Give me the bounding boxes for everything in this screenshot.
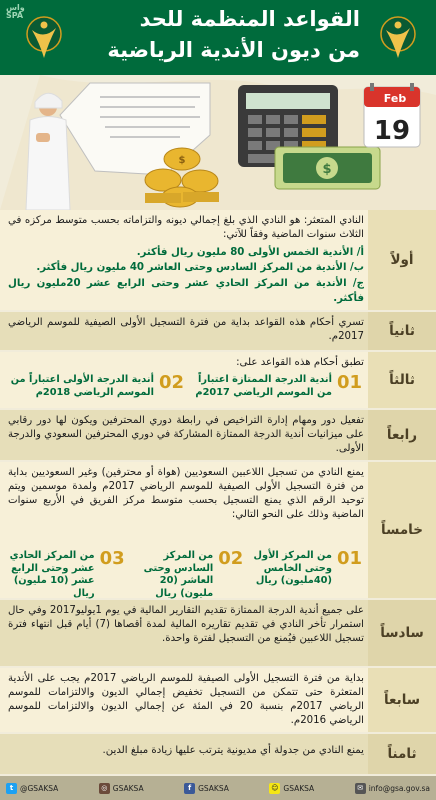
rule-body-7 [8, 672, 364, 728]
rule-row-1 [0, 210, 436, 310]
col-item-3 [6, 550, 125, 601]
rule-text-2: تسري أحكام هذه القواعد بداية من فترة التسجيل الأولى الصيفية للموسم الرياضي 2017م. [8, 317, 364, 342]
rule-body-5 [8, 466, 364, 522]
email-address: info@gsa.gov.sa [368, 783, 430, 793]
rule-label-5: خامساً [368, 462, 436, 598]
rule-label-4: رابعاً [368, 410, 436, 460]
rule-row-7 [0, 668, 436, 732]
rule-intro-3: تطبق أحكام هذه القواعد على: [236, 357, 364, 368]
spa-logo-text: واس SPA [6, 3, 25, 20]
calendar-month: Feb [383, 92, 407, 105]
twitter-handle: @GSAKSA [20, 783, 59, 793]
snapchat-icon: ☺ [271, 783, 279, 792]
list-item-a: أ/ الأندية الخمس الأولى 80 مليون ريال فأكثر. [136, 246, 364, 258]
list-item-c: ج/ الأندية من المركز الحادي عشر وحتى الرابع عشر 20مليون ريال فأكثر. [8, 277, 364, 305]
gsa-logo-icon-right [378, 14, 418, 64]
rule-label-1: أولاً [368, 210, 436, 310]
rule-row-4 [0, 410, 436, 460]
calendar-day: 19 [373, 116, 411, 146]
col-number: 02 [158, 372, 184, 393]
rule-row-2 [0, 312, 436, 350]
instagram-handle: GSAKSA [112, 783, 144, 793]
rule-text-7: بداية من فترة التسجيل الأولى الصيفية للموسم الرياضي 2017م يجب على الأندية المتعثرة حتى تتمكن من التسجيل تخفيض إجمالي الديون والالتزامات للموسم الرياضي 2017م بنسبة 20 في المئة عن إجمالي الديون والالتزامات للموسم الرياضي 2016م. [8, 673, 365, 726]
rule-label-7: سابعاً [368, 668, 436, 732]
footer-twitter[interactable] [6, 783, 58, 794]
coin-symbol: $ [178, 155, 186, 166]
rule-row-5 [0, 462, 436, 598]
rule-row-8 [0, 734, 436, 774]
header [0, 0, 436, 75]
rule-intro-1: النادي المتعثر: هو النادي الذي بلغ إجمالي ديونه والتزاماته بحسب متوسط مركزه في الثلاث سنوات الماضية وفقاً للآتي: [8, 215, 364, 240]
col-text: أندية الدرجة الممتازة اعتباراً من الموسم الرياضي 2017م [195, 374, 332, 398]
rule-body-6 [8, 604, 364, 646]
title-line-1: القواعد المنظمة للحد [139, 7, 360, 31]
rule-text-8: يمنع النادي من جدولة أي مديونية يترتب عليها زيادة مبلغ الدين. [102, 745, 364, 756]
rule-intro-5: يمنع النادي من تسجيل اللاعبين السعوديين (هواة أو محترفين) وغير السعوديين بداية من فترة التسجيل الأولى الصيفية للموسم الرياضي 2017م ولمدة موسمين ويتم توحيد الرقم الذي يمنع التسجيل بحسب متوسط مركز الفريق في الأربع سنوات الماضية وذلك على النحو التالي: [8, 467, 364, 520]
rule-cols-5 [6, 550, 362, 601]
rule-body-8 [8, 744, 364, 758]
rule-row-3 [0, 352, 436, 408]
footer-facebook[interactable] [184, 783, 229, 794]
col-number: 03 [99, 548, 125, 569]
rule-body-1 [8, 214, 364, 307]
col-item-2 [6, 374, 184, 399]
illustration-svg [0, 75, 436, 210]
rule-cols-3 [6, 374, 362, 399]
col-text: من المركز السادس وحتى العاشر (20 مليون) ريال [143, 550, 214, 600]
col-number: 01 [336, 372, 362, 393]
rule-label-2: ثانياً [368, 312, 436, 350]
col-text: من المركز الحادي عشر وحتى الرابع عشر (10 مليون) ريال [9, 550, 95, 600]
title-line-2: من ديون الأندية الرياضية [107, 38, 360, 62]
rule-text-6: على جميع أندية الدرجة الممتازة تقديم التقارير المالية في يوم 1يوليو2017 وفي حال استمرار تأخر النادي في تقديم تقاريره المالية لمدة أقصاها (7) أيام قبل انتهاء فترة تسجيل اللاعبين فيُمنع من التسجيل لفترة واحدة. [8, 605, 365, 644]
rule-body-4 [8, 414, 364, 456]
rule-body-3 [8, 356, 364, 370]
col-number: 02 [218, 548, 244, 569]
rule-text-4: تفعيل دور ومهام إدارة التراخيص في رابطة دوري المحترفين ويكون لها دور رقابي على ميزانيات أندية الدرجة الممتازة المشاركة في دوري المحترفين السعودي والدرجة الأولى. [8, 415, 364, 454]
footer-snapchat[interactable] [269, 783, 314, 794]
twitter-icon: t [6, 783, 17, 794]
snapchat-handle: GSAKSA [283, 783, 315, 793]
col-item-1 [184, 374, 362, 399]
gsa-logo-icon [24, 14, 64, 64]
list-item-b: ب/ الأندية من المركز السادس وحتى العاشر 40 مليون ريال فأكثر. [36, 262, 364, 274]
col-number: 01 [336, 548, 362, 569]
col-text: أندية الدرجة الأولى اعتباراً من الموسم الرياضي 2018م [10, 374, 154, 398]
col-text: من المركز الأول وحتى الخامس (40مليون) ريال [253, 550, 332, 587]
facebook-icon: f [184, 783, 195, 794]
footer-instagram[interactable] [99, 783, 144, 794]
rule-row-6 [0, 600, 436, 666]
footer [0, 776, 436, 800]
rule-label-8: ثامناً [368, 734, 436, 774]
rule-label-6: سادساً [368, 600, 436, 666]
col-item-1 [243, 550, 362, 601]
rule-list-1 [8, 245, 364, 307]
email-icon: ✉ [355, 783, 366, 794]
col-item-2 [125, 550, 244, 601]
instagram-icon: ◎ [99, 783, 110, 794]
banknote-symbol: $ [322, 162, 332, 177]
facebook-handle: GSAKSA [198, 783, 229, 793]
rule-label-3: ثالثاً [368, 352, 436, 408]
finance-illustration [0, 75, 436, 210]
rule-body-2 [8, 316, 364, 344]
footer-email[interactable] [355, 783, 430, 794]
